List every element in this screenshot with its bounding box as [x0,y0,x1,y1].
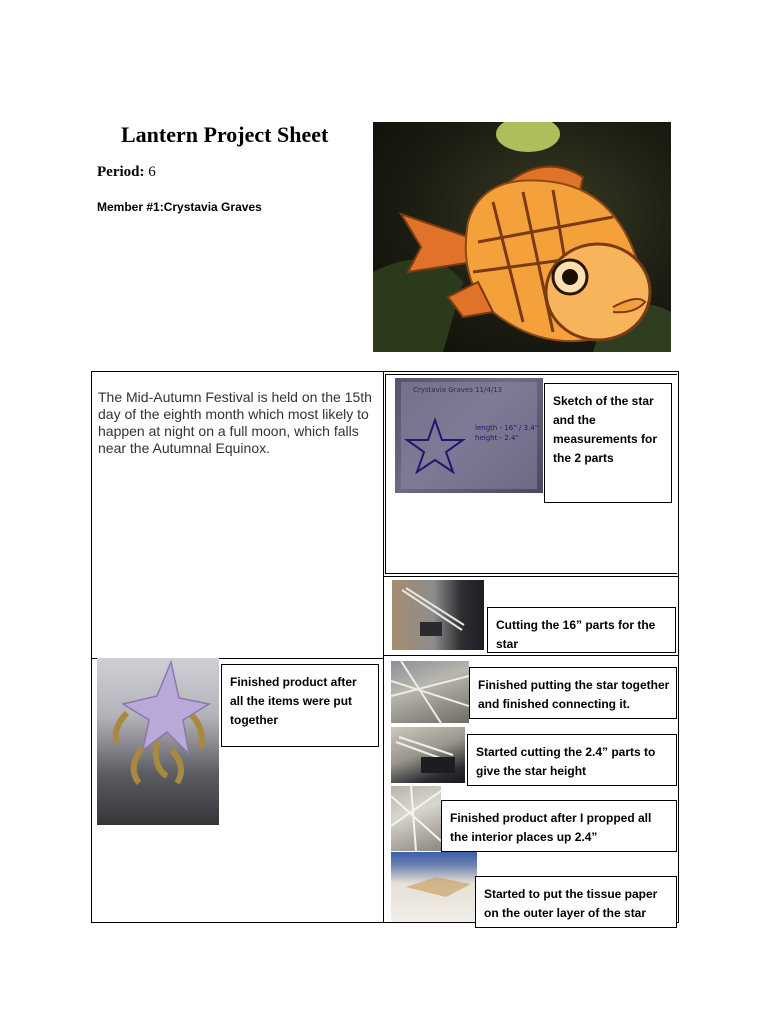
page-title: Lantern Project Sheet [121,122,329,147]
period-line [97,164,156,181]
period-value: 6 [148,164,156,180]
sketch-length: length - 16” / 3.4” [475,424,539,432]
sketch-heading: Crystavia Graves 11/4/13 [413,386,503,394]
caption-propped: Finished product after I propped all the interior places up 2.4” [441,800,677,852]
propped-interior-photo [391,786,441,851]
member-line: Member #1:Crystavia Graves [97,200,262,214]
cut-panel-top [383,576,678,577]
grid-right [678,371,679,923]
caption-sketch: Sketch of the star and the measurements for the 2 parts [544,383,672,503]
cutting-24-photo [391,727,465,783]
caption-star-together: Finished putting the star together and finished connecting it. [469,667,677,719]
finished-star-photo [97,658,219,825]
cut-panel-bottom [383,655,678,656]
star-joined-photo [391,661,469,723]
period-label: Period: [97,164,145,180]
tissue-paper-photo [391,852,477,922]
sketch-height: height - 2.4” [475,434,520,442]
cutting-16-photo [392,580,484,650]
fish-lantern-photo [373,122,671,352]
sketch-panel-top [385,374,677,375]
caption-cut-16: Cutting the 16” parts for the star [487,607,676,653]
grid-left [91,371,92,923]
caption-cut-24: Started cutting the 2.4” parts to give the star height [467,734,677,786]
grid-top [91,371,679,372]
star-sketch-photo [395,378,543,493]
grid-center [383,371,384,923]
sketch-panel-left [385,374,386,574]
festival-intro-text: The Mid-Autumn Festival is held on the 15th day of the eighth month which most likely to happen at night on a full moon, which falls near the Autumnal Equinox. [98,389,372,456]
sketch-panel-bottom [385,573,677,574]
caption-tissue: Started to put the tissue paper on the outer layer of the star [475,876,677,928]
caption-finished-product: Finished product after all the items were put together [221,664,379,747]
